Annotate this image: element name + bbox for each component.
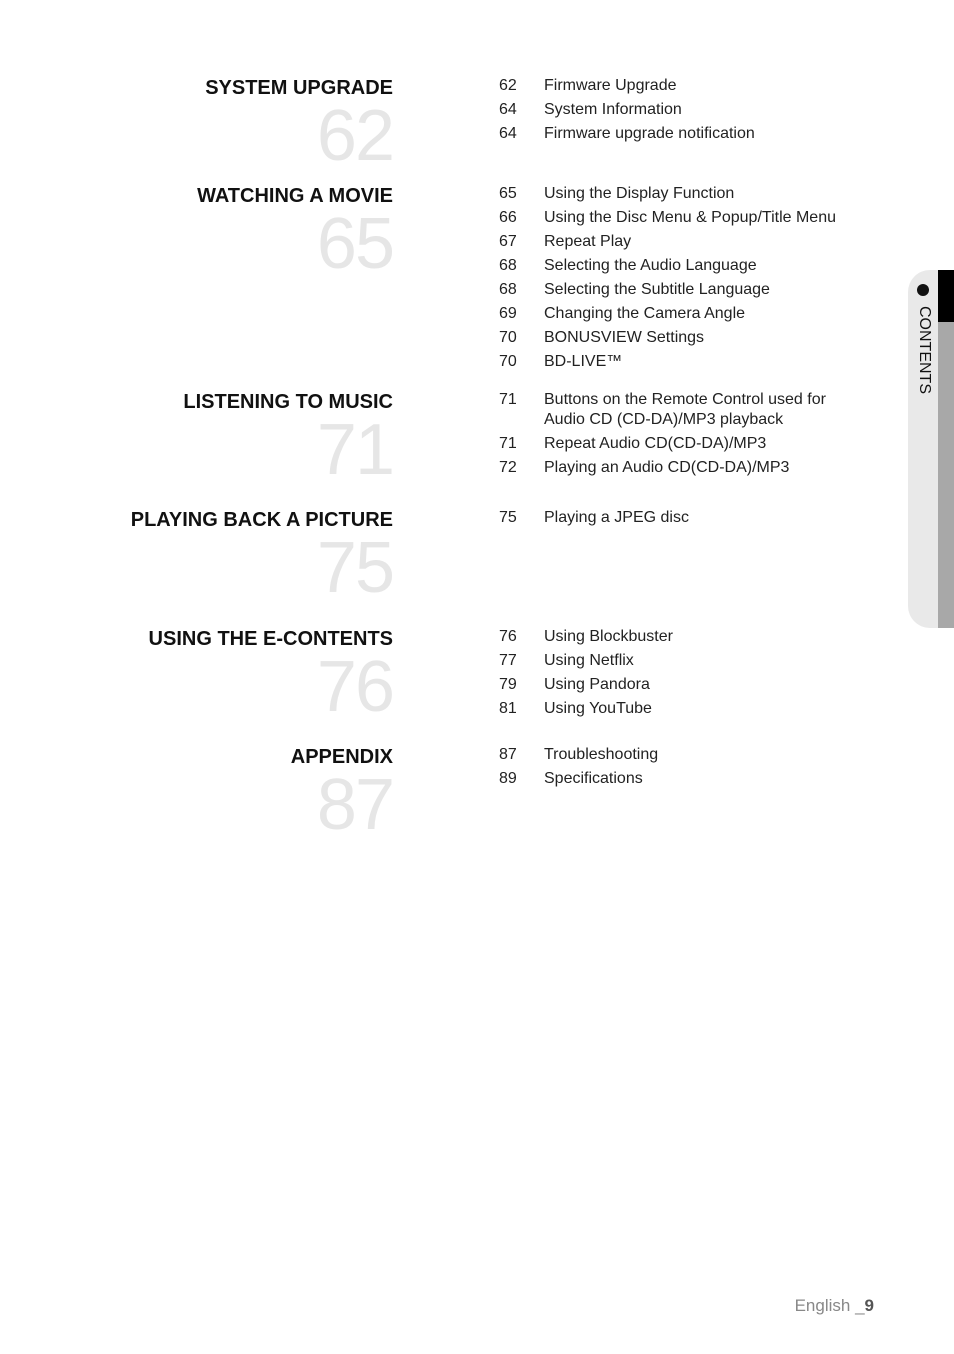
section-entries (499, 627, 869, 723)
section-start-number: 65 (316, 204, 393, 284)
toc-entry[interactable] (499, 76, 869, 96)
section-entries (499, 76, 869, 148)
entry-title: Using YouTube (544, 700, 652, 717)
entry-page: 89 (499, 770, 517, 787)
toc-entry[interactable] (499, 256, 869, 276)
entry-page: 68 (499, 257, 517, 274)
entry-page: 70 (499, 353, 517, 370)
entry-page: 75 (499, 509, 517, 526)
entry-page: 77 (499, 652, 517, 669)
section-start-number: 62 (316, 96, 393, 176)
entry-title: Playing an Audio CD(CD-DA)/MP3 (544, 459, 790, 476)
section-entries (499, 508, 869, 532)
section-title: PLAYING BACK A PICTURE (130, 509, 393, 531)
side-tab-label: CONTENTS (916, 306, 933, 394)
side-tab-edge (938, 270, 954, 628)
entry-page: 76 (499, 628, 517, 645)
entry-title: BD-LIVE™ (544, 353, 623, 370)
entry-page: 72 (499, 459, 517, 476)
entry-title: BONUSVIEW Settings (544, 329, 705, 346)
entry-title: Playing a JPEG disc (544, 509, 689, 526)
entry-page: 67 (499, 233, 517, 250)
entry-page: 81 (499, 700, 517, 717)
entry-title: Selecting the Subtitle Language (544, 281, 770, 298)
toc-entry[interactable] (499, 208, 869, 228)
entry-title: Changing the Camera Angle (544, 305, 746, 322)
entry-title: Using the Display Function (544, 185, 735, 202)
entry-title: Firmware Upgrade (544, 77, 677, 94)
toc-entry[interactable] (499, 434, 869, 454)
entry-title: System Information (544, 101, 682, 118)
entry-page: 62 (499, 77, 517, 94)
entry-page: 68 (499, 281, 517, 298)
toc-entry[interactable] (499, 280, 869, 300)
side-tab-marker (938, 270, 954, 322)
bullet-icon (917, 284, 929, 296)
entry-page: 71 (499, 435, 517, 452)
toc-entry[interactable] (499, 352, 869, 372)
section-start-number: 76 (316, 647, 393, 727)
footer-page-number: 9 (864, 1296, 874, 1315)
entry-title: Troubleshooting (544, 746, 659, 763)
toc-entry[interactable] (499, 458, 869, 478)
entry-title: Using the Disc Menu & Popup/Title Menu (544, 209, 836, 226)
page-footer (795, 1296, 874, 1316)
entry-page: 79 (499, 676, 517, 693)
section-start-number: 75 (316, 528, 393, 608)
entry-title: Selecting the Audio Language (544, 257, 757, 274)
toc-entry[interactable] (499, 508, 869, 528)
section-title: APPENDIX (290, 746, 393, 768)
entry-title: Specifications (544, 770, 643, 787)
toc-entry[interactable] (499, 184, 869, 204)
toc-entry[interactable] (499, 232, 869, 252)
toc-entry[interactable] (499, 745, 869, 765)
toc-entry[interactable] (499, 769, 869, 789)
toc-entry[interactable] (499, 699, 869, 719)
entry-page: 64 (499, 125, 517, 142)
toc-entry[interactable] (499, 675, 869, 695)
entry-page: 65 (499, 185, 517, 202)
entry-page: 69 (499, 305, 517, 322)
section-entries (499, 390, 869, 482)
section-start-number: 87 (316, 765, 393, 845)
toc-entry[interactable] (499, 390, 869, 430)
entry-page: 64 (499, 101, 517, 118)
entry-title: Using Blockbuster (544, 628, 673, 645)
entry-page: 70 (499, 329, 517, 346)
section-entries (499, 184, 869, 376)
entry-page: 71 (499, 391, 517, 408)
entry-page: 66 (499, 209, 517, 226)
toc-entry[interactable] (499, 124, 869, 144)
entry-title: Repeat Play (544, 233, 632, 250)
toc-entry[interactable] (499, 328, 869, 348)
section-start-number: 71 (316, 410, 393, 490)
toc-entry[interactable] (499, 304, 869, 324)
toc-entry[interactable] (499, 627, 869, 647)
entry-title: Buttons on the Remote Control used for Audio CD (CD-DA)/MP3 playback (544, 391, 826, 428)
section-title: WATCHING A MOVIE (197, 185, 393, 207)
entry-title: Using Netflix (544, 652, 634, 669)
entry-page: 87 (499, 746, 517, 763)
entry-title: Firmware upgrade notification (544, 125, 755, 142)
section-title: USING THE E-CONTENTS (148, 628, 393, 650)
toc-entry[interactable] (499, 651, 869, 671)
toc-entry[interactable] (499, 100, 869, 120)
entry-title: Repeat Audio CD(CD-DA)/MP3 (544, 435, 767, 452)
section-entries (499, 745, 869, 793)
footer-language: English _ (794, 1296, 865, 1315)
section-title: SYSTEM UPGRADE (205, 77, 393, 99)
entry-title: Using Pandora (544, 676, 650, 693)
section-title: LISTENING TO MUSIC (183, 391, 393, 413)
